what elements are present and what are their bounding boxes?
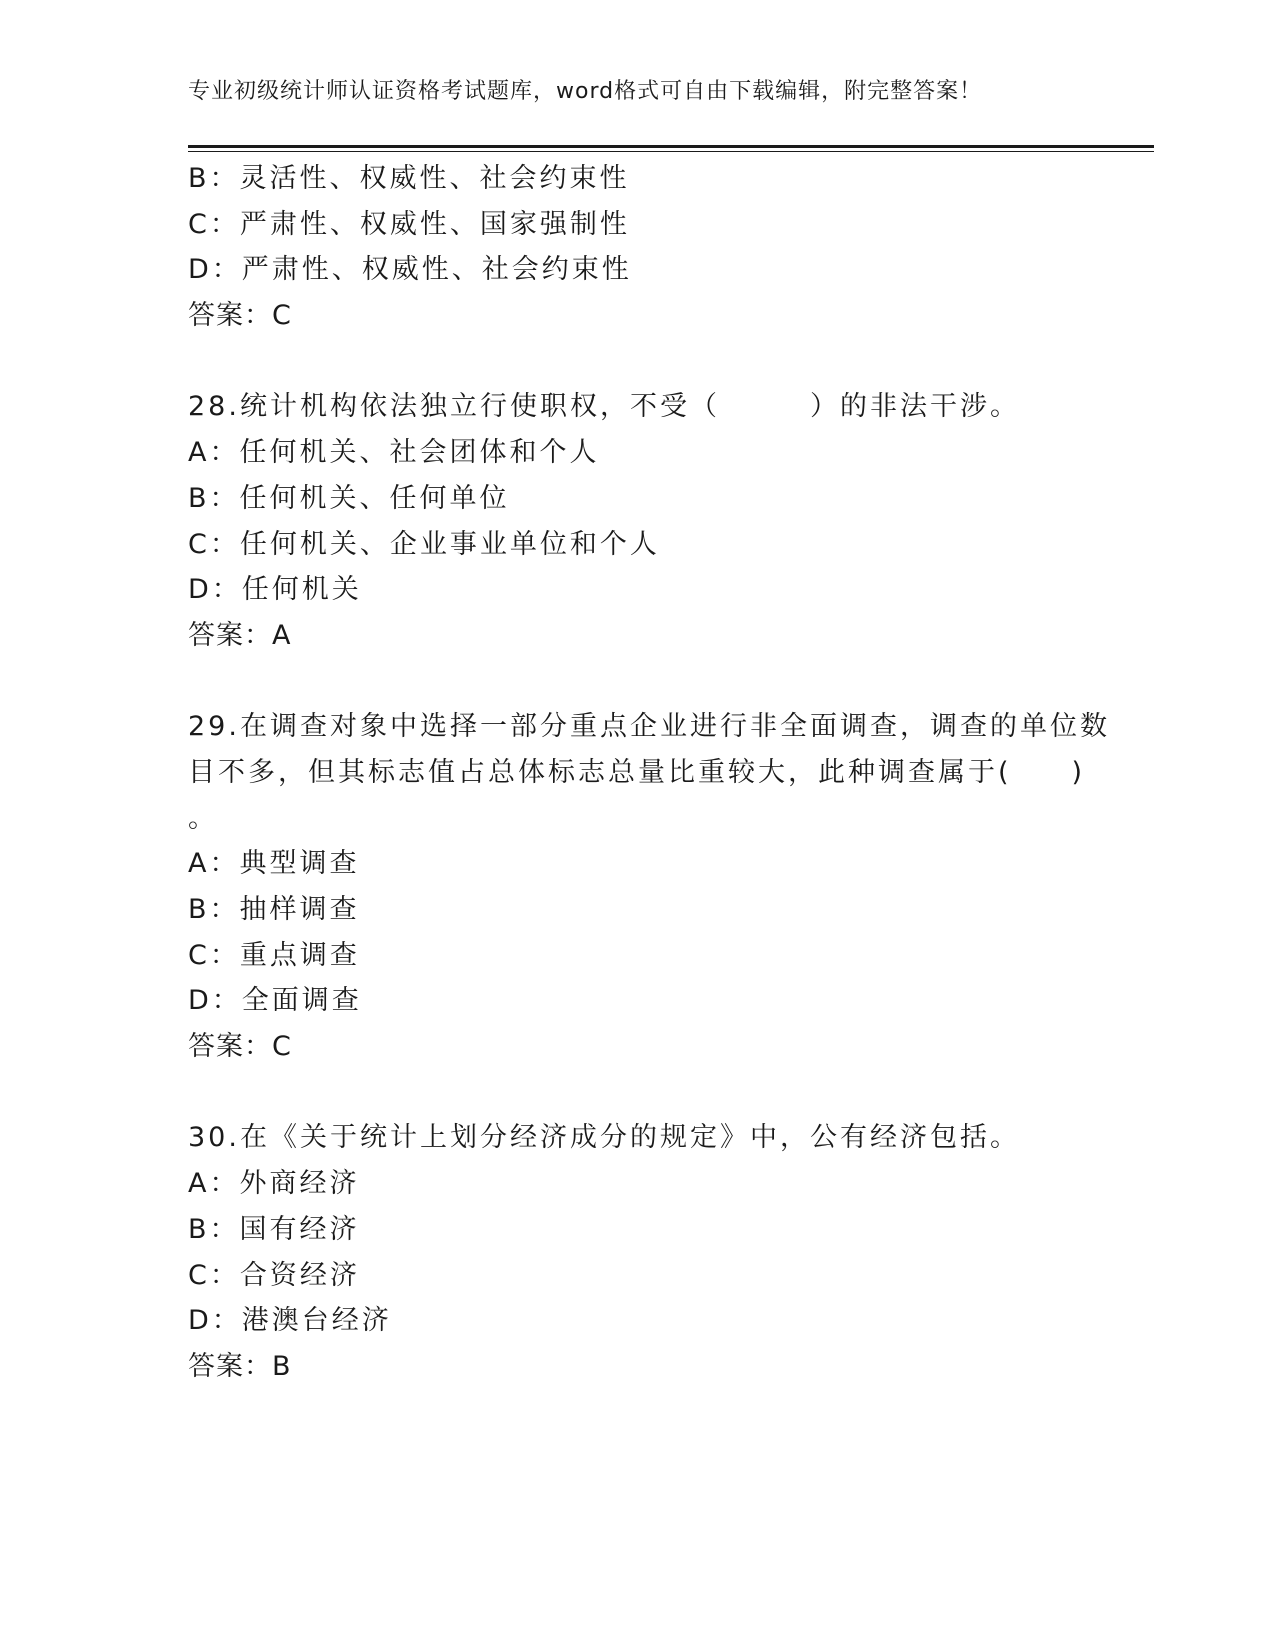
option-a: A：外商经济	[188, 1168, 360, 1200]
question-text-line: 目不多，但其标志值占总体标志总量比重较大，此种调查属于( )	[188, 756, 1086, 788]
option-b: B：抽样调查	[188, 894, 360, 925]
question-text: 28.统计机构依法独立行使职权，不受（ ）的非法干涉。	[188, 391, 1020, 423]
answer: 答案：C	[188, 300, 292, 332]
question-list	[188, 156, 1110, 1390]
spacer	[188, 339, 1088, 385]
answer: 答案：C	[188, 1031, 292, 1063]
option-b: B：灵活性、权威性、社会约束性	[188, 163, 630, 194]
question-text-line: 29.在调查对象中选择一部分重点企业进行非全面调查，调查的单位数	[188, 711, 1110, 743]
question-28	[188, 384, 1088, 658]
page-header: 专业初级统计师认证资格考试题库，word格式可自由下载编辑，附完整答案！	[188, 79, 983, 104]
option-c: C：任何机关、企业事业单位和个人	[188, 528, 660, 560]
option-b: B：国有经济	[188, 1213, 360, 1245]
option-a: A：任何机关、社会团体和个人	[188, 437, 600, 469]
header-rule-thin	[188, 151, 1154, 152]
option-d: D：全面调查	[188, 985, 362, 1017]
option-b: B：任何机关、任何单位	[188, 482, 510, 514]
question-text: 30.在《关于统计上划分经济成分的规定》中，公有经济包括。	[188, 1122, 1020, 1154]
option-d: D：任何机关	[188, 574, 362, 606]
option-c: C：合资经济	[188, 1259, 360, 1291]
option-a: A：典型调查	[188, 848, 360, 880]
question-30	[188, 1115, 1088, 1389]
question-27	[188, 156, 1088, 339]
header-rule-thick	[188, 145, 1154, 148]
answer: 答案：B	[188, 1350, 292, 1382]
option-d: D：港澳台经济	[188, 1305, 392, 1337]
option-c: C：严肃性、权威性、国家强制性	[188, 208, 630, 240]
option-c: C：重点调查	[188, 939, 360, 971]
question-text-line: 。	[188, 802, 218, 834]
option-d: D：严肃性、权威性、社会约束性	[188, 254, 632, 286]
spacer	[188, 659, 1088, 705]
spacer	[188, 1070, 1088, 1116]
question-29	[188, 704, 1110, 1070]
answer: 答案：A	[188, 619, 292, 651]
